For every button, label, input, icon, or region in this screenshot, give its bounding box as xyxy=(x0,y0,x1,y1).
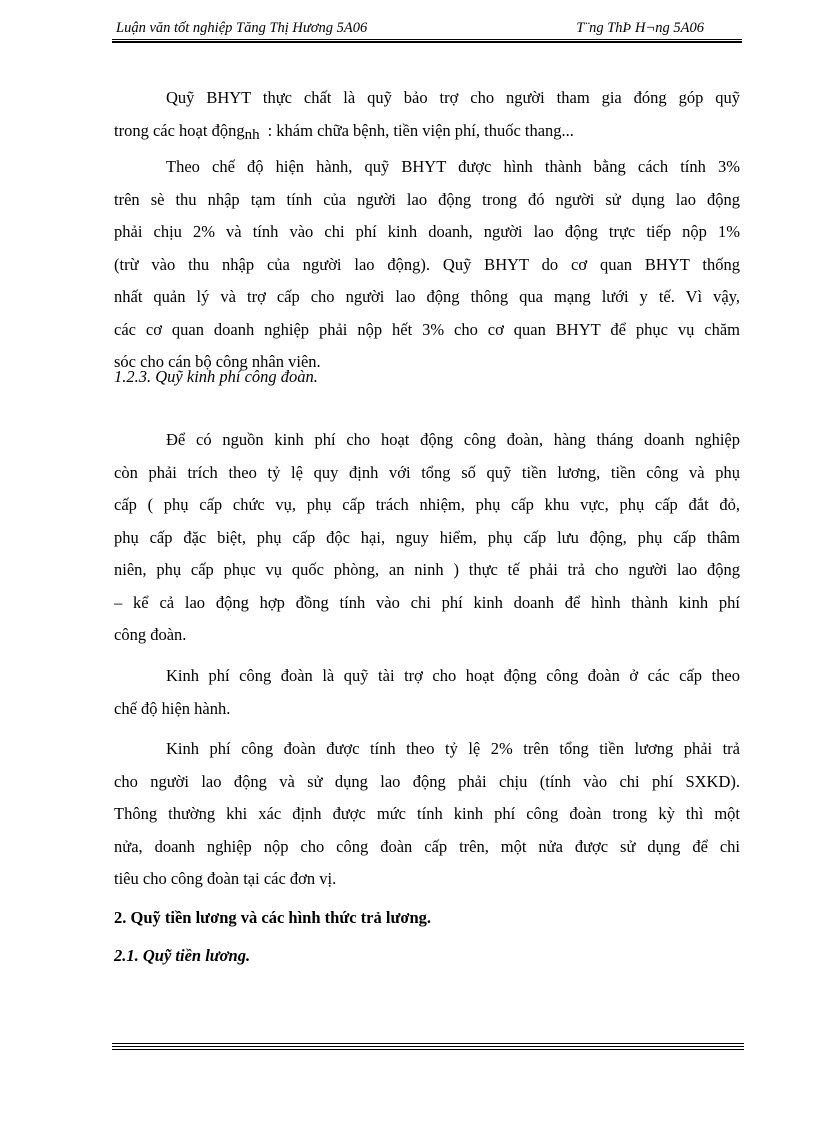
section-heading-1-2-3: 1.2.3. Quỹ kinh phí công đoàn. xyxy=(114,367,318,386)
section-heading-2: 2. Quỹ tiền lương và các hình thức trả lương. xyxy=(114,908,432,927)
text-line: còn phải trích theo tỷ lệ quy định với tổng số quỹ tiền lương, tiền công và phụ xyxy=(114,462,740,482)
text-line: cho người lao động và sử dụng lao động phải chịu (tính vào chi phí SXKD). xyxy=(114,771,740,791)
text-line: trên sè thu nhập tạm tính của người lao động trong đó người sử dụng lao động xyxy=(114,189,740,209)
text-line: phụ cấp đặc biệt, phụ cấp độc hại, nguy hiểm, phụ cấp lưu động, phụ cấp thâm xyxy=(114,527,740,547)
header-right-text: T¨ng ThÞ H¬ng 5A06 xyxy=(576,20,704,36)
page-header xyxy=(112,20,742,40)
text-line: Thông thường khi xác định được mức tính kinh phí công đoàn trong kỳ thì một xyxy=(114,804,740,823)
text-line: nửa, doanh nghiệp nộp cho công đoàn cấp trên, một nửa được sử dụng để chi xyxy=(114,836,740,856)
text-line: nhất quản lý và trợ cấp cho người lao động thông qua mạng lưới y tế. Vì vậy, xyxy=(114,287,740,306)
text-line: Quỹ BHYT thực chất là quỹ bảo trợ cho người tham gia đóng góp quỹ xyxy=(166,88,740,107)
text-line: chế độ hiện hành. xyxy=(114,698,231,718)
text-line: các cơ quan doanh nghiệp phải nộp hết 3% cho cơ quan BHYT để phục vụ chăm xyxy=(114,319,740,339)
paragraph-union-definition xyxy=(114,660,740,725)
subscript-fragment: nh xyxy=(244,126,260,143)
text-line: tiêu cho công đoàn tại các đơn vị. xyxy=(114,869,337,888)
text-line: cấp ( phụ cấp chức vụ, phụ cấp trách nhiệm, phụ cấp khu vực, phụ cấp đắt đỏ, xyxy=(114,495,740,514)
text-line: Kinh phí công đoàn được tính theo tỷ lệ 2% trên tổng tiền lương phải trả xyxy=(166,739,740,758)
text-line: – kể cả lao động hợp đồng tính vào chi phí kinh doanh để hình thành kinh phí xyxy=(114,592,740,612)
footer-rule xyxy=(112,1046,744,1047)
text-line: (trừ vào thu nhập của người lao động). Quỹ BHYT do cơ quan BHYT thống xyxy=(114,254,740,274)
text-line: Theo chế độ hiện hành, quỹ BHYT được hình thành bằng cách tính 3% xyxy=(166,157,740,176)
header-rule-thin xyxy=(112,39,742,40)
footer-rule xyxy=(112,1043,744,1044)
text-line xyxy=(114,115,740,149)
header-rule-thick xyxy=(112,41,742,43)
text-fragment: trong các hoạt động xyxy=(114,120,245,140)
footer-rule xyxy=(112,1049,744,1050)
text-fragment: : khám chữa bệnh, tiền viện phí, thuốc thang... xyxy=(267,120,574,140)
paragraph-bhyt-intro xyxy=(114,82,740,148)
header-left-text: Luận văn tốt nghiệp Tăng Thị Hương 5A06 xyxy=(116,20,368,36)
text-line: Kinh phí công đoàn là quỹ tài trợ cho hoạt động công đoàn ở các cấp theo xyxy=(166,666,740,685)
paragraph-union-fund xyxy=(114,424,740,652)
paragraph-bhyt-regime xyxy=(114,151,740,379)
text-line: Để có nguồn kinh phí cho hoạt động công đoàn, hàng tháng doanh nghiệp xyxy=(166,430,740,449)
section-heading-2-1: 2.1. Quỹ tiền lương. xyxy=(114,946,251,965)
text-line: sóc cho cán bộ công nhân viên. xyxy=(114,352,321,371)
paragraph-union-rate xyxy=(114,733,740,896)
text-line: phải chịu 2% và tính vào chi phí kinh doanh, người lao động trực tiếp nộp 1% xyxy=(114,222,740,241)
text-line: công đoàn. xyxy=(114,625,187,644)
text-line: niên, phụ cấp phục vụ quốc phòng, an ninh ) thực tế phải trả cho người lao động xyxy=(114,560,740,579)
